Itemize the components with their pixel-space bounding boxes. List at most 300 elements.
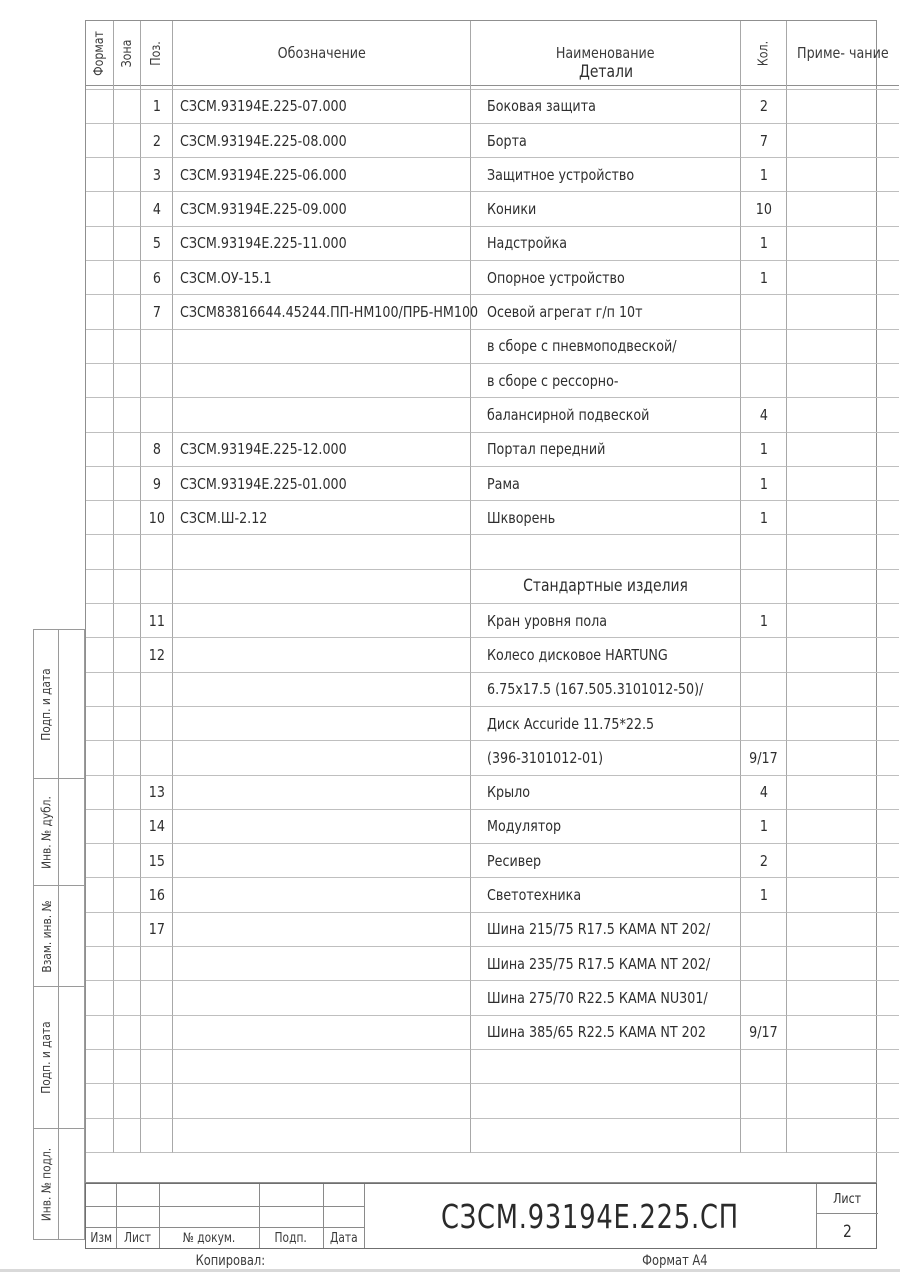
cell-zona	[114, 433, 141, 467]
cell-oboznachenie	[173, 227, 471, 261]
cell-kol	[741, 192, 787, 226]
cell-oboznachenie-text: СЗСМ.ОУ-15.1	[180, 268, 272, 287]
cell-primechanie	[787, 570, 899, 604]
cell-oboznachenie	[173, 330, 471, 364]
cell-format	[86, 981, 114, 1015]
cell-naimenovanie-text: Боковая защита	[487, 97, 596, 116]
stamp-divider	[86, 1206, 364, 1207]
cell-naimenovanie	[471, 913, 741, 947]
specification-table	[85, 20, 889, 1183]
cell-kol-text: 4	[759, 783, 768, 802]
sidebar-box-podp-i-data-2	[33, 986, 85, 1129]
cell-kol	[741, 124, 787, 158]
cell-oboznachenie	[173, 501, 471, 535]
sidebar-box-label-cell	[34, 1129, 59, 1239]
cell-zona	[114, 261, 141, 295]
cell-format	[86, 261, 114, 295]
cell-format	[86, 364, 114, 398]
cell-primechanie	[787, 604, 899, 638]
cell-poz	[141, 707, 173, 741]
cell-primechanie	[787, 1016, 899, 1050]
sidebar-box-label: Взам. инв. №	[38, 899, 54, 973]
cell-poz	[141, 638, 173, 672]
column-header-poz-label: Поз.	[149, 40, 164, 66]
cell-oboznachenie	[173, 981, 471, 1015]
cell-kol	[741, 673, 787, 707]
sidebar-box-field	[59, 886, 84, 986]
cell-poz-text: 12	[148, 645, 165, 664]
cell-naimenovanie	[471, 741, 741, 775]
cell-oboznachenie-text: СЗСМ.93194Е.225-12.000	[180, 440, 347, 459]
cell-format	[86, 158, 114, 192]
cell-oboznachenie	[173, 535, 471, 569]
cell-zona	[114, 535, 141, 569]
cell-poz-text: 5	[152, 234, 161, 253]
sidebar-box-field	[59, 779, 84, 885]
cell-kol	[741, 158, 787, 192]
cell-kol-text: 1	[759, 440, 768, 459]
cell-kol	[741, 707, 787, 741]
cell-poz	[141, 261, 173, 295]
cell-naimenovanie	[471, 90, 741, 124]
cell-naimenovanie-text: Осевой агрегат г/п 10т	[487, 303, 643, 322]
cell-format	[86, 433, 114, 467]
cell-naimenovanie	[471, 433, 741, 467]
cell-format	[86, 913, 114, 947]
cell-naimenovanie	[471, 947, 741, 981]
cell-poz	[141, 570, 173, 604]
cell-poz	[141, 741, 173, 775]
cell-zona	[114, 364, 141, 398]
sidebar-box-label: Инв. № подл.	[38, 1147, 54, 1221]
cell-format	[86, 947, 114, 981]
cell-naimenovanie	[471, 673, 741, 707]
cell-naimenovanie-text: Коники	[487, 200, 537, 219]
cell-naimenovanie-text: Кран уровня пола	[487, 611, 608, 630]
cell-poz	[141, 158, 173, 192]
sidebar-box-podp-i-data	[33, 629, 85, 779]
sidebar-box-field	[59, 630, 84, 778]
cell-kol-text: 1	[759, 474, 768, 493]
cell-format	[86, 398, 114, 432]
cell-format	[86, 227, 114, 261]
cell-naimenovanie-text: Модулятор	[487, 817, 562, 836]
cell-kol-text: 1	[759, 611, 768, 630]
cell-poz	[141, 878, 173, 912]
cell-naimenovanie	[471, 227, 741, 261]
cell-naimenovanie-text: Крыло	[487, 783, 531, 802]
stamp-n-dokum-label: № докум.	[182, 1231, 236, 1246]
cell-poz	[141, 364, 173, 398]
cell-naimenovanie	[471, 330, 741, 364]
cell-oboznachenie	[173, 398, 471, 432]
cell-primechanie	[787, 1119, 899, 1153]
cell-oboznachenie	[173, 673, 471, 707]
cell-kol-text: 1	[759, 508, 768, 527]
cell-kol-text: 2	[759, 851, 768, 870]
cell-poz	[141, 776, 173, 810]
cell-oboznachenie	[173, 1016, 471, 1050]
cell-poz	[141, 535, 173, 569]
cell-zona	[114, 295, 141, 329]
cell-oboznachenie-text: СЗСМ.93194Е.225-08.000	[180, 131, 347, 150]
sidebar-box-vzam-inv-n	[33, 885, 85, 987]
cell-zona	[114, 673, 141, 707]
cell-primechanie	[787, 158, 899, 192]
cell-naimenovanie	[471, 981, 741, 1015]
cell-zona	[114, 947, 141, 981]
cell-primechanie	[787, 844, 899, 878]
cell-oboznachenie	[173, 604, 471, 638]
cell-naimenovanie-text: в сборе с рессорно-	[487, 371, 619, 390]
cell-primechanie	[787, 673, 899, 707]
cell-oboznachenie	[173, 844, 471, 878]
cell-primechanie	[787, 741, 899, 775]
cell-naimenovanie	[471, 1119, 741, 1153]
sheet-label: Лист	[832, 1190, 862, 1207]
cell-naimenovanie-text: (396-3101012-01)	[487, 748, 604, 767]
cell-poz-text: 3	[152, 165, 161, 184]
cell-naimenovanie-text: Светотехника	[487, 886, 582, 905]
cell-format	[86, 810, 114, 844]
cell-kol	[741, 638, 787, 672]
cell-oboznachenie	[173, 776, 471, 810]
cell-naimenovanie	[471, 776, 741, 810]
document-number: СЗСМ.93194Е.225.СП	[441, 1196, 739, 1236]
cell-kol	[741, 227, 787, 261]
stamp-podp-label: Подп.	[274, 1231, 308, 1246]
cell-primechanie	[787, 467, 899, 501]
cell-kol	[741, 913, 787, 947]
cell-zona	[114, 158, 141, 192]
cell-oboznachenie	[173, 124, 471, 158]
cell-primechanie	[787, 1050, 899, 1084]
cell-zona	[114, 1016, 141, 1050]
cell-naimenovanie-text: Рама	[487, 474, 520, 493]
cell-poz-text: 4	[152, 200, 161, 219]
cell-naimenovanie	[471, 878, 741, 912]
stamp-izm-label: Изм	[90, 1231, 112, 1246]
left-attachment-strip	[33, 630, 85, 1240]
cell-primechanie	[787, 776, 899, 810]
cell-naimenovanie	[471, 638, 741, 672]
cell-poz	[141, 1050, 173, 1084]
cell-naimenovanie	[471, 158, 741, 192]
cell-kol-text: 10	[755, 200, 772, 219]
cell-poz-text: 7	[152, 303, 161, 322]
cell-poz	[141, 501, 173, 535]
cell-zona	[114, 707, 141, 741]
cell-kol	[741, 570, 787, 604]
cell-format	[86, 638, 114, 672]
cell-oboznachenie	[173, 1119, 471, 1153]
cell-kol	[741, 261, 787, 295]
cell-zona	[114, 604, 141, 638]
cell-kol	[741, 330, 787, 364]
cell-naimenovanie-text: Шина 215/75 R17.5 КАМА NT 202/	[487, 920, 711, 939]
cell-naimenovanie-text: Шина 275/70 R22.5 КАМА NU301/	[487, 988, 708, 1007]
cell-naimenovanie	[471, 810, 741, 844]
cell-zona	[114, 124, 141, 158]
column-header-oboznachenie-label: Обозначение	[277, 44, 366, 62]
cell-kol-text: 1	[759, 886, 768, 905]
sidebar-box-inv-n-dubl	[33, 778, 85, 886]
sidebar-box-field	[59, 1129, 84, 1239]
cell-oboznachenie	[173, 364, 471, 398]
cell-primechanie	[787, 913, 899, 947]
cell-format	[86, 1050, 114, 1084]
cell-kol	[741, 741, 787, 775]
cell-poz	[141, 90, 173, 124]
cell-zona	[114, 1119, 141, 1153]
cell-poz	[141, 330, 173, 364]
cell-zona	[114, 981, 141, 1015]
cell-poz	[141, 1119, 173, 1153]
cell-kol-text: 2	[759, 97, 768, 116]
cell-kol	[741, 364, 787, 398]
cell-poz-text: 1	[152, 97, 161, 116]
cell-naimenovanie-text: Защитное устройство	[487, 165, 635, 184]
cell-oboznachenie-text: СЗСМ.Ш-2.12	[180, 508, 268, 527]
cell-naimenovanie-text: Опорное устройство	[487, 268, 625, 287]
cell-format	[86, 535, 114, 569]
cell-naimenovanie	[471, 124, 741, 158]
cell-poz-text: 6	[152, 268, 161, 287]
cell-naimenovanie-text: Ресивер	[487, 851, 542, 870]
cell-primechanie	[787, 707, 899, 741]
sidebar-box-inv-n-podl	[33, 1128, 85, 1240]
cell-poz	[141, 673, 173, 707]
cell-zona	[114, 570, 141, 604]
cell-naimenovanie	[471, 501, 741, 535]
column-header-naimenovanie-label: Наименование	[556, 44, 655, 62]
cell-naimenovanie-text: Колесо дисковое HARTUNG	[487, 645, 668, 664]
sidebar-box-label-cell	[34, 630, 59, 778]
cell-oboznachenie	[173, 261, 471, 295]
cell-naimenovanie-text: в сборе с пневмоподвеской/	[487, 337, 677, 356]
cell-kol-text: 9/17	[749, 1023, 778, 1042]
format-a4-label: Формат А4	[642, 1253, 708, 1269]
cell-oboznachenie	[173, 158, 471, 192]
cell-zona	[114, 844, 141, 878]
cell-oboznachenie-text: СЗСМ.93194Е.225-01.000	[180, 474, 347, 493]
cell-poz	[141, 981, 173, 1015]
cell-naimenovanie	[471, 844, 741, 878]
cell-oboznachenie-text: СЗСМ.93194Е.225-07.000	[180, 97, 347, 116]
cell-naimenovanie	[471, 295, 741, 329]
cell-naimenovanie-text: Шина 235/75 R17.5 КАМА NT 202/	[487, 954, 711, 973]
cell-format	[86, 776, 114, 810]
cell-format	[86, 1119, 114, 1153]
cell-kol-text: 1	[759, 165, 768, 184]
cell-kol	[741, 398, 787, 432]
cell-poz	[141, 810, 173, 844]
cell-kol	[741, 535, 787, 569]
cell-format	[86, 330, 114, 364]
cell-format	[86, 570, 114, 604]
cell-poz	[141, 124, 173, 158]
cell-poz-text: 16	[148, 886, 165, 905]
cell-format	[86, 295, 114, 329]
cell-poz	[141, 604, 173, 638]
cell-format	[86, 467, 114, 501]
cell-primechanie	[787, 261, 899, 295]
cell-oboznachenie	[173, 741, 471, 775]
column-header-format-label: Формат	[92, 30, 107, 76]
cell-kol	[741, 1084, 787, 1118]
cell-oboznachenie	[173, 638, 471, 672]
cell-poz	[141, 913, 173, 947]
cell-oboznachenie	[173, 1050, 471, 1084]
cell-poz-text: 14	[148, 817, 165, 836]
cell-zona	[114, 878, 141, 912]
cell-kol-text: 7	[759, 131, 768, 150]
cell-primechanie	[787, 947, 899, 981]
cell-oboznachenie	[173, 810, 471, 844]
cell-primechanie	[787, 810, 899, 844]
sidebar-box-field	[59, 987, 84, 1128]
cell-zona	[114, 90, 141, 124]
sidebar-box-label-cell	[34, 886, 59, 986]
cell-zona	[114, 1084, 141, 1118]
cell-kol	[741, 295, 787, 329]
cell-format	[86, 501, 114, 535]
cell-oboznachenie-text: СЗСМ.93194Е.225-06.000	[180, 165, 347, 184]
title-block	[85, 1183, 877, 1249]
cell-primechanie	[787, 878, 899, 912]
cell-zona	[114, 638, 141, 672]
cell-primechanie	[787, 364, 899, 398]
cell-zona	[114, 398, 141, 432]
cell-poz	[141, 227, 173, 261]
cell-naimenovanie	[471, 707, 741, 741]
cell-naimenovanie	[471, 1016, 741, 1050]
cell-kol	[741, 776, 787, 810]
cell-naimenovanie	[471, 604, 741, 638]
cell-kol	[741, 981, 787, 1015]
sheet-number: 2	[842, 1221, 852, 1242]
cell-kol	[741, 810, 787, 844]
cell-kol	[741, 90, 787, 124]
cell-zona	[114, 192, 141, 226]
column-header-primechanie-label: Приме- чание	[797, 43, 889, 62]
cell-kol	[741, 1050, 787, 1084]
cell-oboznachenie	[173, 90, 471, 124]
cell-kol	[741, 433, 787, 467]
cell-poz	[141, 295, 173, 329]
cell-poz	[141, 433, 173, 467]
cell-poz-text: 11	[148, 611, 165, 630]
cell-naimenovanie-text: Диск Accuride 11.75*22.5	[487, 714, 655, 733]
column-header-zona-label: Зона	[119, 39, 135, 67]
cell-zona	[114, 501, 141, 535]
cell-naimenovanie	[471, 398, 741, 432]
cell-kol-text: 9/17	[749, 748, 778, 767]
cell-primechanie	[787, 981, 899, 1015]
cell-zona	[114, 913, 141, 947]
cell-format	[86, 741, 114, 775]
cell-naimenovanie	[471, 364, 741, 398]
cell-primechanie	[787, 227, 899, 261]
cell-naimenovanie-text: балансирной подвеской	[487, 405, 650, 424]
cell-oboznachenie	[173, 192, 471, 226]
cell-poz	[141, 467, 173, 501]
cell-oboznachenie	[173, 947, 471, 981]
cell-poz	[141, 192, 173, 226]
cell-format	[86, 707, 114, 741]
cell-format	[86, 1084, 114, 1118]
cell-kol-text: 1	[759, 268, 768, 287]
sidebar-box-label: Инв. № дубл.	[38, 795, 54, 869]
cell-format	[86, 673, 114, 707]
stamp-data-label: Дата	[329, 1231, 358, 1246]
cell-poz-text: 15	[148, 851, 165, 870]
cell-zona	[114, 227, 141, 261]
cell-kol	[741, 1119, 787, 1153]
cell-kol	[741, 501, 787, 535]
cell-naimenovanie	[471, 192, 741, 226]
cell-format	[86, 192, 114, 226]
cell-zona	[114, 776, 141, 810]
cell-oboznachenie-text: СЗСМ83816644.45244.ПП-НМ100/ПРБ-НМ100	[180, 303, 479, 322]
kopiroval-label: Копировал:	[195, 1253, 265, 1269]
cell-primechanie	[787, 535, 899, 569]
cell-kol	[741, 467, 787, 501]
cell-naimenovanie	[471, 535, 741, 569]
cell-kol	[741, 844, 787, 878]
cell-primechanie	[787, 501, 899, 535]
cell-oboznachenie	[173, 913, 471, 947]
cell-oboznachenie	[173, 295, 479, 329]
cell-oboznachenie	[173, 707, 471, 741]
cell-primechanie	[787, 124, 899, 158]
cell-format	[86, 604, 114, 638]
cell-poz-text: 8	[152, 440, 161, 459]
cell-format	[86, 1016, 114, 1050]
cell-poz	[141, 1084, 173, 1118]
cell-naimenovanie-text: Шина 385/65 R22.5 КАМА NT 202	[487, 1023, 706, 1042]
cell-oboznachenie	[173, 467, 471, 501]
cell-poz	[141, 1016, 173, 1050]
cell-zona	[114, 741, 141, 775]
cell-kol-text: 1	[759, 234, 768, 253]
cell-naimenovanie	[471, 1050, 741, 1084]
cell-naimenovanie-text: Шкворень	[487, 508, 556, 527]
cell-zona	[114, 810, 141, 844]
cell-naimenovanie-text: Портал передний	[487, 440, 606, 459]
sidebar-box-label-cell	[34, 987, 59, 1128]
cell-primechanie	[787, 90, 899, 124]
cell-poz	[141, 844, 173, 878]
cell-poz-text: 17	[148, 920, 165, 939]
section-header-text: Стандартные изделия	[523, 576, 688, 597]
stamp-list-label: Лист	[123, 1231, 152, 1246]
cell-format	[86, 844, 114, 878]
section-header	[471, 570, 741, 604]
cell-kol	[741, 878, 787, 912]
sidebar-box-label: Подп. и дата	[38, 667, 54, 741]
section-header-text: Детали	[578, 61, 633, 82]
cell-kol-text: 4	[759, 405, 768, 424]
cell-poz-text: 2	[152, 131, 161, 150]
cell-primechanie	[787, 398, 899, 432]
cell-kol-text: 1	[759, 817, 768, 836]
cell-naimenovanie	[471, 467, 741, 501]
cell-zona	[114, 467, 141, 501]
cell-oboznachenie	[173, 570, 471, 604]
cell-naimenovanie	[471, 1084, 741, 1118]
cell-oboznachenie	[173, 878, 471, 912]
